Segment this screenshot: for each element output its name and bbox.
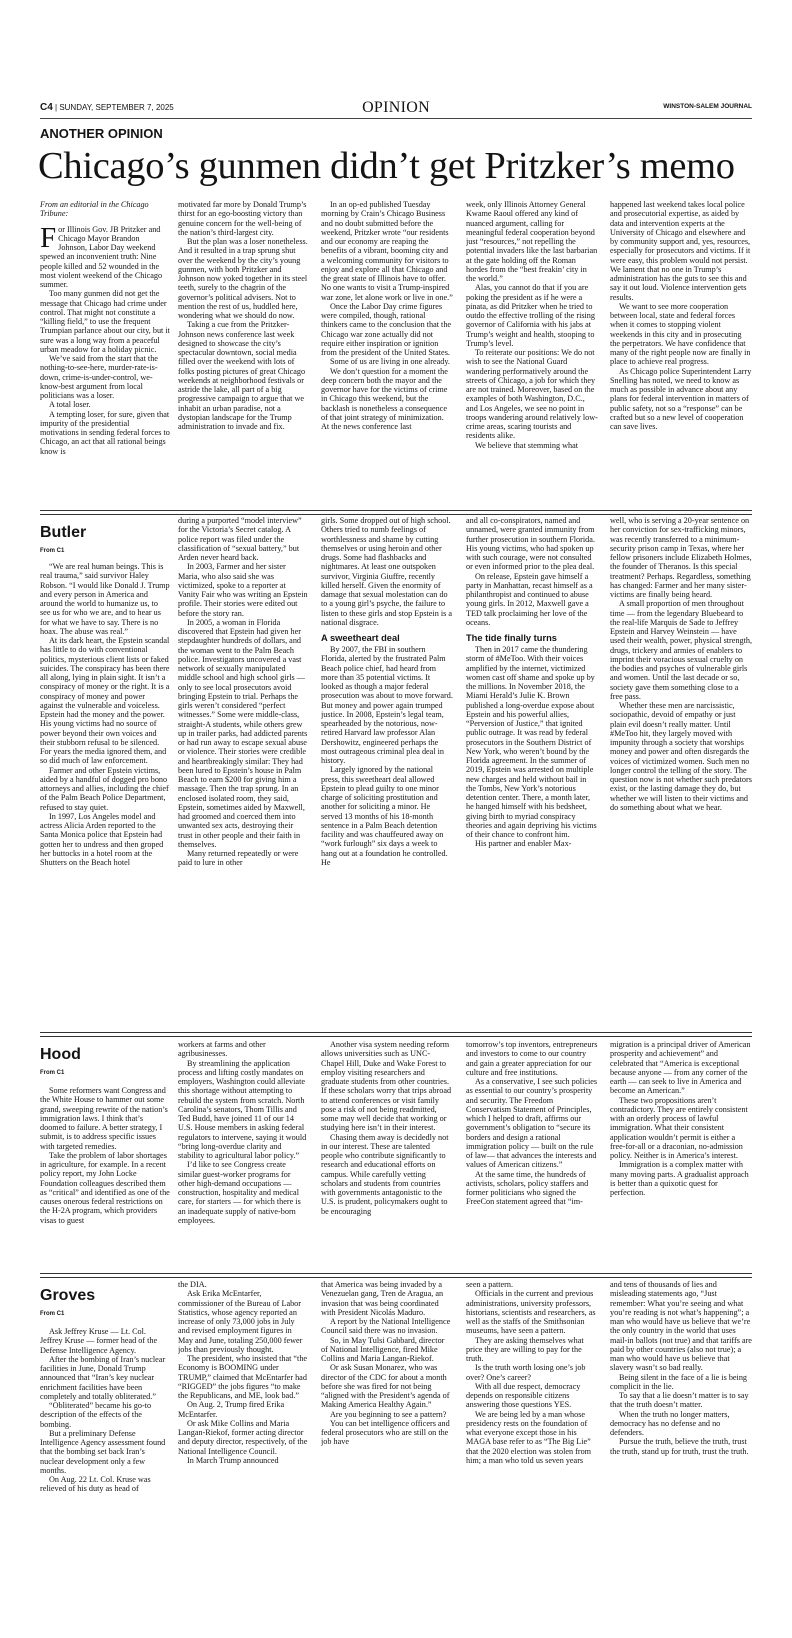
butler-column-1 xyxy=(40,562,170,1028)
editorial-column-5 xyxy=(610,200,752,506)
hood-paragraph: I’d like to see Congress create similar guest-worker programs for other high-demand occupations — construction, hospitality and medical care, for starters — for which there is an inadequate supply of native-born employees. xyxy=(178,1160,301,1225)
butler-paragraph: “We are real human beings. This is real trauma,” said survivor Haley Robson. “I would like Donald J. Trump and every person in America and around the world to humanize us, to see us for who we are, and to hear us for what we have to say. There is no hoax. The abuse was real.” xyxy=(40,562,170,636)
editorial-column-3 xyxy=(321,200,453,506)
editorial-paragraph: motivated far more by Donald Trump’s thirst for an ego-boosting victory than genuine concern for the well-being of the nation’s third-largest city. xyxy=(178,200,307,237)
editorial-paragraph: Once the Labor Day crime figures were compiled, though, rational thinkers came to the conclusion that the Chicago war zone actually did not require either inspiration or ignition from the president of the United States. xyxy=(321,301,452,357)
editorial-paragraph: To reiterate our positions: We do not wish to see the National Guard wandering performatively around the streets of Chicago, a job for which they are not trained. Moreover, based on the examples of both Washington, D.C., and Los Angeles, we see no point in troops wandering around relatively low-crime areas, scaring tourists and residents alike. xyxy=(466,348,598,441)
section-name: OPINION xyxy=(362,99,430,116)
editorial-paragraph: But the plan was a loser nonetheless. And it resulted in a trap sprung shut over the weekend by the city’s young gunmen, with both Pritzker and Johnson now yoked together in its steel teeth, surely to the chagrin of the governor’s political advisers. Not to mention the rest of us, huddled here, wondering what we should do now. xyxy=(178,237,308,320)
groves-paragraph: Is the truth worth losing one’s job over? One’s career? xyxy=(466,1363,586,1382)
groves-paragraph: In March Trump announced xyxy=(187,1455,279,1465)
butler-paragraph: Farmer and other Epstein victims, aided by a handful of dogged pro bono attorneys and allies, including the chief of the Palm Beach Police Department, refused to stay quiet. xyxy=(40,765,169,812)
editorial-column-2 xyxy=(178,200,308,506)
editorial-column-1 xyxy=(40,200,170,506)
hood-paragraph: As a conservative, I see such policies as essential to our country’s prosperity and security. The Freedom Conservatism Statement of Principles, which I helped to draft, affirms our government’s obligation to “secure its borders and design a rational immigration policy — built on the rule of law— that advances the interests and values of American citizens.” xyxy=(466,1077,598,1170)
groves-paragraph: The president, who insisted that “the Economy is BOOMING under TRUMP,” claimed that McEntarfer had “RIGGED” the jobs figures “to make the Republicans, and ME, look bad.” xyxy=(178,1354,308,1400)
editorial-paragraph: Some of us are living in one already. xyxy=(330,357,450,367)
groves-paragraph: and tens of thousands of lies and misleading statements ago, “Just remember: What you’re seeing and what you’re reading is not what’s happening”; a man who would have us believe that we’re the only country in the world that uses mail-in ballots (not true) and that tariffs are paid by other countries (also not true); a man who would have us believe that slavery wasn’t so bad really. xyxy=(610,1280,752,1373)
section-divider xyxy=(40,1273,752,1278)
butler-column-5 xyxy=(610,516,752,1028)
butler-paragraph: Then in 2017 came the thundering storm of #MeToo. With their voices amplified by the internet, victimized women cast off shame and spoke up by the millions. In November 2018, the Miami Herald’s Julie K. Brown published a long-overdue expose about Epstein and his powerful allies, “Perversion of Justice,” that ignited public outrage. It was read by federal prosecutors in the Southern District of New York, who weren’t bound by the Florida agreement. In the summer of 2019, Epstein was arrested on multiple new charges and held without bail in the Tombs, New York’s notorious detention center. There, a month later, he hanged himself with his bedsheet, giving birth to myriad conspiracy theories and again depriving his victims of their chance to confront him. xyxy=(466,645,597,839)
hood-paragraph: migration is a principal driver of American prosperity and achievement” and celebrated that “America is exceptional because anyone — from any corner of the earth — can seek to live in America and become an American.” xyxy=(610,1040,751,1096)
butler-subhead: The tide finally turns xyxy=(466,633,557,643)
butler-paragraph: His partner and enabler Max- xyxy=(475,839,572,849)
groves-paragraph: So, in May Tulsi Gabbard, director of National Intelligence, fired Mike Collins and Maria Langan-Riekof. xyxy=(321,1335,445,1363)
butler-paragraph: well, who is serving a 20-year sentence on her conviction for sex-trafficking minors, was recently transferred to a minimum-security prison camp in Texas, where her fellow prisoners include Elizabeth Holmes, the founder of Theranos. Is this special treatment? Perhaps. Regardless, something has changed: Farmer and her many sister-victims are finally being heard. xyxy=(610,516,752,599)
editorial-paragraph: We want to see more cooperation between local, state and federal forces when it comes to stopping violent weekends in this city and in prosecuting the perpetrators. We have confidence that many of the right people now are finally in place to achieve real progress. xyxy=(610,301,751,367)
butler-paragraph: girls. Some dropped out of high school. Others tried to numb feelings of worthlessness and shame by cutting themselves or using heroin and other drugs. Some had flashbacks and nightmares. At least one outspoken survivor, Virginia Giuffre, recently killed herself. Given the enormity of damage that sexual molestation can do to a young girl’s psyche, the failure to listen to these girls and stop Epstein is a national disgrace. xyxy=(321,516,452,627)
editorial-paragraph: A total loser. xyxy=(49,400,91,410)
editorial-paragraph xyxy=(40,221,170,290)
groves-paragraph: Or ask Mike Collins and Maria Langan-Riekof, former acting director and deputy director, respectively, of the National Intelligence Council. xyxy=(178,1418,308,1456)
butler-title: Butler xyxy=(40,524,87,541)
groves-paragraph: But a preliminary Defense Intelligence Agency assessment found that the bombing set back Iran’s nuclear development only a few months. xyxy=(40,1428,166,1475)
hood-paragraph: Immigration is a complex matter with many moving parts. A gradualist approach is better than a quixotic quest for perfection. xyxy=(610,1160,749,1197)
hood-paragraph: tomorrow’s top inventors, entrepreneurs and investors to come to our country and gain a greater appreciation for our culture and free institutions. xyxy=(466,1040,598,1077)
editorial-paragraph: In an op-ed published Tuesday morning by Crain’s Chicago Business and no doubt submitted before the weekend, Pritzker wrote “our residents and our economy are reaping the benefits of a vibrant, booming city and a welcoming community for visitors to enjoy and explore all that Chicago and the great state of Illinois have to offer. No one wants to visit a Trump-inspired war zone, let alone work or live in one.” xyxy=(321,200,453,302)
butler-column-3 xyxy=(321,516,453,1028)
butler-paragraph: In 2003, Farmer and her sister Maria, who also said she was victimized, spoke to a reporter at Vanity Fair who was writing an Epstein profile. Their stories were edited out before the story ran. xyxy=(178,562,308,618)
groves-column-4 xyxy=(466,1280,598,1627)
groves-paragraph: Are you beginning to see a pattern? xyxy=(330,1409,447,1419)
groves-column-1 xyxy=(40,1327,170,1627)
drop-cap: F xyxy=(40,221,57,254)
butler-column-2 xyxy=(178,516,308,1028)
hood-paragraph: Some reformers want Congress and the White House to hammer out some grand, sweeping rewrite of the nation’s immigration laws. I think that’s doomed to failure. A better strategy, I submit, is to address specific issues with targeted remedies. xyxy=(40,1086,168,1151)
groves-paragraph: We are being led by a man whose presidency rests on the foundation of what everyone except those in his MAGA base refer to as “The Big Lie” that the 2020 election was stolen from him; a man who told us seven years xyxy=(466,1409,592,1465)
groves-paragraph: Or ask Susan Monarez, who was director of the CDC for about a month before she was fired for not being “aligned with the President’s agenda of Making America Healthy Again.” xyxy=(321,1363,450,1410)
groves-paragraph: On Aug. 2, Trump fired Erika McEntarfer. xyxy=(178,1400,285,1419)
butler-column-4 xyxy=(466,516,598,1028)
editorial-paragraph: As Chicago police Superintendent Larry Snelling has noted, we need to know as much as possible in advance about any plans for federal intervention in matters of public safety, not so a “response” can be crafted but so a new level of cooperation can save lives. xyxy=(610,366,752,431)
groves-paragraph: After the bombing of Iran’s nuclear facilities in June, Donald Trump announced that “Iran’s key nuclear enrichment facilities have been completely and totally obliterated.” xyxy=(40,1354,166,1401)
hood-column-5 xyxy=(610,1040,752,1266)
butler-subhead: A sweetheart deal xyxy=(321,633,400,643)
page-number: C4 xyxy=(40,102,53,113)
hood-paragraph: Another visa system needing reform allows universities such as UNC-Chapel Hill, Duke and Wake Forest to employ visiting researchers and graduate students from other countries. If these scholars worry that trips abroad to attend conferences or visit family pose a risk of not being readmitted, some may well decide that working or studying here isn’t in their interest. xyxy=(321,1040,452,1133)
masthead-rule xyxy=(40,118,752,119)
butler-jump-line: From C1 xyxy=(40,548,65,554)
groves-column-3 xyxy=(321,1280,453,1627)
editorial-paragraph: Alas, you cannot do that if you are poking the president as if he were a pinata, as did Pritzker when he tried to outdo the effective trolling of the rising governor of California with his jabs at Trump’s weight and health, stooping to Trump’s level. xyxy=(466,283,595,348)
groves-paragraph: A report by the National Intelligence Council said there was no invasion. xyxy=(321,1317,451,1336)
hood-title: Hood xyxy=(40,1046,81,1063)
butler-paragraph: By 2007, the FBI in southern Florida, alerted by the frustrated Palm Beach police chief, had heard from more than 35 potential victims. It looked as though a major federal prosecution was about to move forward. But money and power again trumped justice. In 2008, Epstein’s legal team, spearheaded by the notorious, now-retired Harvard law professor Alan Dershowitz, engineered perhaps the most outrageous criminal plea deal in history. xyxy=(321,645,453,765)
editorial-paragraph: We believe that stemming what xyxy=(475,440,579,450)
groves-paragraph: Officials in the current and previous administrations, university professors, historians, scientists and researchers, as well as the staffs of the Smithsonian museums, have seen a pattern. xyxy=(466,1289,596,1336)
hood-paragraph: workers at farms and other agribusinesses. xyxy=(178,1040,266,1059)
groves-column-2 xyxy=(178,1280,308,1627)
groves-paragraph: seen a pattern. xyxy=(466,1280,514,1289)
editorial-headline: Chicago’s gunmen didn’t get Pritzker’s memo xyxy=(38,145,735,187)
section-divider xyxy=(40,510,752,515)
butler-paragraph: during a purported “model interview” for the Victoria’s Secret catalog. A police report was filed under the classification of “sexual battery,” but Arden never heard back. xyxy=(178,516,302,562)
masthead xyxy=(40,99,752,117)
hood-column-1 xyxy=(40,1086,170,1266)
editorial-intro: From an editorial in the Chicago Tribune: xyxy=(40,200,149,219)
butler-paragraph: On release, Epstein gave himself a party in Manhattan, recast himself as a philanthropist and continued to abuse young girls. In 2012, Maxwell gave a TED talk proclaiming her love of the oceans. xyxy=(466,571,593,627)
groves-paragraph: With all due respect, democracy depends on responsible citizens answering those questions YES. xyxy=(466,1381,581,1410)
hood-column-2 xyxy=(178,1040,308,1266)
hood-paragraph: By streamlining the application process and lifting costly mandates on employers, Washington could alleviate this shortage without attempting to rebuild the system from scratch. North Carolina’s senators, Thom Tillis and Ted Budd, have joined 11 of our 14 U.S. House members in asking federal regulators to intervene, saying it would “bring long-overdue clarity and stability to agricultural labor policy.” xyxy=(178,1058,307,1160)
groves-paragraph: Pursue the truth, believe the truth, trust the truth, stand up for truth, trust the truth. xyxy=(610,1437,749,1456)
groves-paragraph: “Obliterated” became his go-to description of the effects of the bombing. xyxy=(40,1401,152,1429)
butler-paragraph: Whether these men are narcissistic, sociopathic, devoid of empathy or just plain evil doesn’t really matter. Until #MeToo hit, they largely moved with impunity through a society that worships money and power and often disregards the voices of victimized women. Such men no longer control the telling of the story. The question now is not whether such predators exist, or the lasting damage they do, but whether we will listen to their victims and do something about what we hear. xyxy=(610,701,752,812)
editorial-paragraph: Too many gunmen did not get the message that Chicago had crime under control. That might not constitute a “killing field,” to use the frequent Trumpian parlance about our city, but it sure was a long way from a peaceful urban meadow for a holiday picnic. xyxy=(40,289,170,354)
groves-paragraph: Ask Jeffrey Kruse — Lt. Col. Jeffrey Kruse — former head of the Defense Intelligence Agency. xyxy=(40,1327,158,1355)
hood-paragraph: At the same time, the hundreds of activists, scholars, policy staffers and former politicians who signed the FreeCon statement agreed that “im- xyxy=(466,1169,589,1207)
hood-jump-line: From C1 xyxy=(40,1070,65,1076)
groves-paragraph: the DIA. xyxy=(178,1280,207,1289)
groves-paragraph: Ask Erika McEntarfer, commissioner of the Bureau of Labor Statistics, whose agency reported an increase of only 73,000 jobs in July and revised employment figures in May and June, totaling 250,000 fewer jobs than previously thought. xyxy=(178,1289,303,1354)
editorial-paragraph: We don’t question for a moment the deep concern both the mayor and the governor have for the victims of crime in Chicago this weekend, but the backlash is nonetheless a consequence of that joint strategy of minimization. At the news conference last xyxy=(321,366,448,431)
groves-paragraph: Being silent in the face of a lie is being complicit in the lie. xyxy=(610,1372,748,1391)
hood-paragraph: Take the problem of labor shortages in agriculture, for example. In a recent policy report, my John Locke Foundation colleagues described them as “critical” and identified as one of the causes onerous federal restrictions on the H-2A program, which providers visas to guest xyxy=(40,1150,170,1225)
hood-column-4 xyxy=(466,1040,598,1266)
groves-paragraph: that America was being invaded by a Venezuelan gang, Tren de Aragua, an invasion that was being coordinated with President Nicolás Maduro. xyxy=(321,1280,444,1317)
editorial-lead-text: or Illinois Gov. JB Pritzker and Chicago Mayor Brandon Johnson, Labor Day weekend spewed an inconvenient truth: Nine people killed and 52 wounded in the most violent weekend of the Chicago summer. xyxy=(40,224,163,289)
hood-column-3 xyxy=(321,1040,453,1266)
groves-jump-line: From C1 xyxy=(40,1311,65,1317)
editorial-paragraph: happened last weekend takes local police and prosecutorial expertise, as aided by data and intervention experts at the University of Chicago and elsewhere and by community support and, yes, resources, especially for prosecutors and victims. If it were easy, this problem would not persist. We lament that no one in Trump’s administration has the guts to see this and say it out loud. Violence intervention gets results. xyxy=(610,200,751,302)
groves-column-5 xyxy=(610,1280,752,1627)
butler-paragraph: At its dark heart, the Epstein scandal has little to do with conventional politics, mysterious client lists or faked suicides. The conspiracy has been there all along, lying in plain sight. It isn’t a conspiracy of money or the right. It is a conspiracy of money and power against the vulnerable and voiceless. Epstein had the money and the power. His young victims had no source of power beyond their own voices and their stubborn refusal to be silenced. For years the media ignored them, and so did much of law enforcement. xyxy=(40,636,170,766)
editorial-paragraph: Taking a cue from the Pritzker-Johnson news conference last week designed to showcase the city’s spectacular downtown, social media filled over the weekend with lots of folks posting pictures of great Chicago weekends at neighborhood festivals or astride the lake, all part of a big progressive campaign to argue that we inhabit an urban paradise, not a dystopian landscape for the Trump administration to invade and fix. xyxy=(178,320,306,431)
groves-paragraph: You can bet intelligence officers and federal prosecutors who are still on the job have xyxy=(321,1418,450,1447)
butler-paragraph: In 1997, Los Angeles model and actress Alicia Arden reported to the Santa Monica police that Epstein had gotten her to undress and then groped her buttocks in a hotel room at the Shutters on the Beach hotel xyxy=(40,811,164,867)
page-date: | SUNDAY, SEPTEMBER 7, 2025 xyxy=(52,103,174,112)
groves-paragraph: To say that a lie doesn’t matter is to say that the truth doesn’t matter. xyxy=(610,1391,749,1410)
groves-title: Groves xyxy=(40,1287,96,1304)
groves-paragraph: On Aug. 22 Lt. Col. Kruse was relieved of his duty as head of xyxy=(40,1475,151,1494)
butler-paragraph: Many returned repeatedly or were paid to lure in other xyxy=(178,849,299,868)
editorial-paragraph: week, only Illinois Attorney General Kwame Raoul offered any kind of nuanced argument, calling for meaningful federal cooperation beyond just “resources,” not repelling the potential invaders like the last barbarian at the gate holding off the Roman hordes from the “best freakin’ city in the world.” xyxy=(466,200,598,283)
butler-paragraph: Largely ignored by the national press, this sweetheart deal allowed Epstein to plead guilty to one minor charge of soliciting prostitution and another for soliciting a minor. He served 13 months of his 18-month sentence in a Palm Beach detention facility and was chauffeured away on “work furlough” six days a week to hang out at a foundation he controlled. He xyxy=(321,765,448,867)
hood-paragraph: Chasing them away is decidedly not in our interest. These are talented people who contribute significantly to research and educational efforts on campus. While carefully vetting scholars and students from countries with governments antagonistic to the U.S. is prudent, policymakers ought to be encouraging xyxy=(321,1132,449,1216)
butler-paragraph: A small proportion of men throughout time — from the legendary Bluebeard to the real-life Marquis de Sade to Jeffrey Epstein and Harvey Weinstein — have used their wealth, power, physical strength, drugs, trickery and armies of enablers to imprint their voracious sexual cruelty on the bodies and psyches of vulnerable girls and women. Until the last decade or so, society gave them something close to a free pass. xyxy=(610,599,752,701)
editorial-paragraph: A tempting loser, for sure, given that impurity of the presidential motivations in sending federal forces to Chicago, an act that all rational beings know is xyxy=(40,409,170,456)
butler-paragraph: and all co-conspirators, named and unnamed, were granted immunity from further prosecution in southern Florida. His young victims, who had spoken up with such courage, were not consulted or even informed prior to the plea deal. xyxy=(466,516,595,572)
editorial-paragraph: We’ve said from the start that the nothing-to-see-here, murder-rate-is-down, crime-is-under-control, we-know-best argument from local politicians was a loser. xyxy=(40,354,158,400)
editorial-column-4 xyxy=(466,200,598,506)
groves-paragraph: When the truth no longer matters, democracy has no defense and no defenders. xyxy=(610,1409,730,1437)
hood-paragraph: These two propositions aren’t contradictory. They are entirely consistent with an orderly process of lawful immigration. What their consistent application wouldn’t permit is either a free-for-all or a draconian, no-admission policy. Neither is in America’s interest. xyxy=(610,1095,748,1160)
butler-paragraph: In 2005, a woman in Florida discovered that Epstein had given her stepdaughter hundreds of dollars, and the woman went to the Palm Beach police. Investigators uncovered a vast network of sexually manipulated middle school and high school girls — only to see local prosecutors avoid bringing Epstein to trial. Perhaps the girls weren’t considered “perfect witnesses.” Some were middle-class, straight-A students, while others grew up in trailer parks, had addicted parents or had run away to escape sexual abuse or violence. Their stories were credible and heartbreakingly similar: They had been lured to Epstein’s house in Palm Beach to earn $200 for giving him a massage. Then the trap sprung. In an enclosed isolated room, they said, Epstein, sometimes aided by Maxwell, had groomed and coerced them into unwanted sex acts, destroying their trust in other people and their faith in themselves. xyxy=(178,617,308,849)
section-divider xyxy=(40,1032,752,1037)
paper-name: WINSTON-SALEM JOURNAL xyxy=(663,103,752,110)
editorial-kicker: ANOTHER OPINION xyxy=(40,126,163,141)
groves-paragraph: They are asking themselves what price they are willing to pay for the truth. xyxy=(466,1335,584,1363)
